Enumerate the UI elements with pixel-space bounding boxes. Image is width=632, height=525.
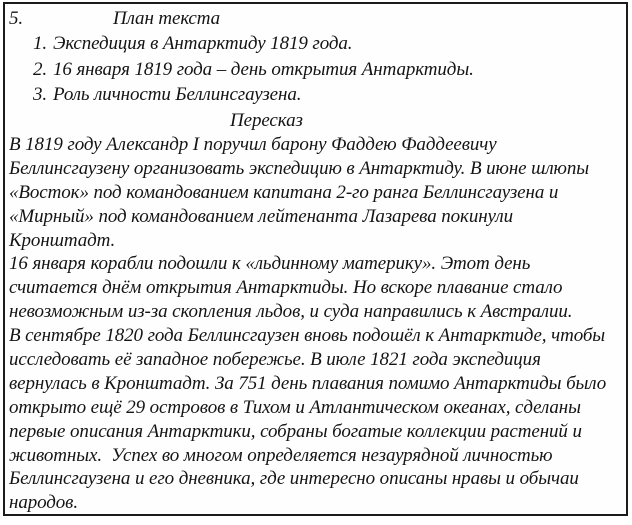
retelling-line: Беллинсгаузену организовать экспедицию в Антарктиду. В июне шлюпы bbox=[9, 157, 590, 179]
retelling-line: народов. bbox=[9, 492, 78, 514]
plan-item bbox=[9, 82, 622, 107]
plan-item-number: 3. bbox=[33, 84, 48, 106]
retelling-line: «Восток» под командованием капитана 2-го ранга Беллинсгаузена и bbox=[9, 181, 559, 203]
retelling-line: В 1819 году Александр I поручил барону Фаддею Фаддеевичу bbox=[9, 133, 497, 155]
retelling-line: невозможным из-за скопления льдов, и суда направились к Австралии. bbox=[9, 301, 573, 323]
plan-heading-row bbox=[9, 6, 622, 31]
retelling-line: исследовать её западное побережье. В июле 1821 года экспедиция bbox=[9, 348, 541, 370]
plan-item-number: 1. bbox=[33, 33, 48, 55]
retelling-line: 16 января корабли подошли к «льдинному материку». Этот день bbox=[9, 253, 531, 275]
retelling-line: вернулась в Кронштадт. За 751 день плавания помимо Антарктиды было bbox=[9, 372, 607, 394]
plan-item bbox=[9, 31, 622, 56]
plan-item-text: Экспедиция в Антарктиду 1819 года. bbox=[53, 33, 353, 55]
retelling-line: Кронштадт. bbox=[9, 229, 116, 251]
plan-item bbox=[9, 57, 622, 82]
retelling-title: Пересказ bbox=[230, 109, 303, 131]
plan-title: План текста bbox=[113, 8, 221, 29]
retelling-line: животных. Успех во многом определяется незаурядной личностью bbox=[9, 444, 553, 466]
document-page bbox=[3, 2, 628, 516]
plan-item-number: 2. bbox=[33, 58, 48, 80]
retelling-line: В сентябре 1820 года Беллинсгаузен вновь подошёл к Антарктиде, чтобы bbox=[9, 325, 606, 347]
retelling-line: Беллинсгаузена и его дневника, где интересно описаны нравы и обычаи bbox=[9, 468, 579, 490]
retelling-line: «Мирный» под командованием лейтенанта Лазарева покинули bbox=[9, 205, 513, 227]
retelling-line: первые описания Антарктики, собраны богатые коллекции растений и bbox=[9, 420, 582, 442]
plan-item-text: Роль личности Беллинсгаузена. bbox=[53, 84, 302, 106]
retelling-line: открыто ещё 29 островов в Тихом и Атлантическом океанах, сделаны bbox=[9, 396, 581, 418]
plan-item-text: 16 января 1819 года – день открытия Антарктиды. bbox=[53, 58, 474, 80]
exercise-number: 5. bbox=[9, 8, 24, 29]
retelling-line: считается днём открытия Антарктиды. Но вскоре плавание стало bbox=[9, 277, 563, 299]
